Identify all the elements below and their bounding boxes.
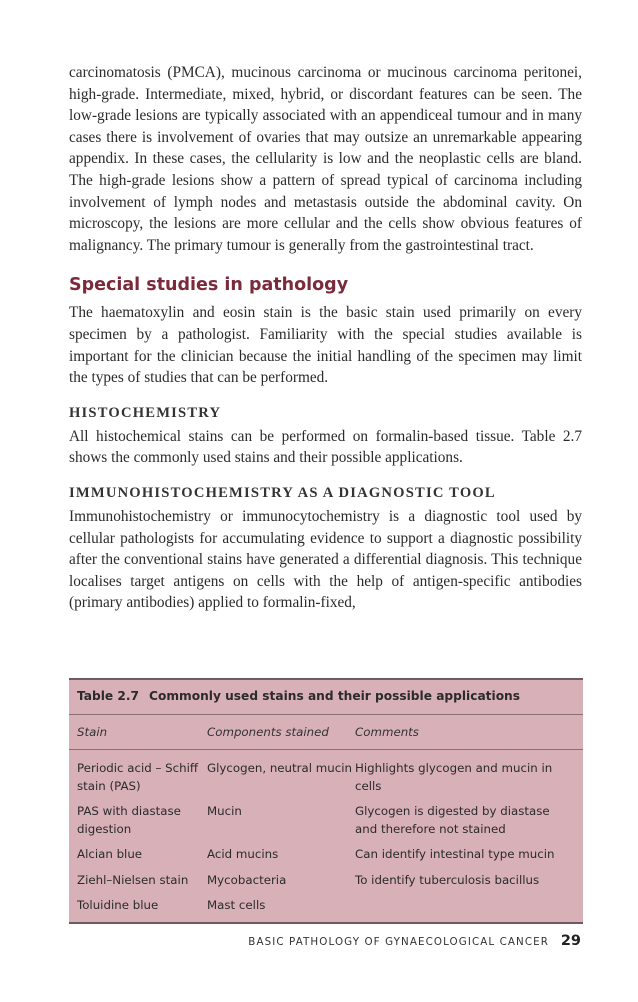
page-number: 29 xyxy=(560,933,581,949)
section-paragraph: The haematoxylin and eosin stain is the basic stain used primarily on every specimen by a pathologist. Familiarity with the special studies available is important for the clinician because the initial handling of the specimen may limit the types of studies that can be performed. xyxy=(69,304,582,387)
table-cell-stain: Periodic acid – Schiff stain (PAS) xyxy=(77,761,199,793)
section-heading: Special studies in pathology xyxy=(69,275,349,296)
table-number: Table 2.7 xyxy=(77,689,139,703)
table-row xyxy=(69,750,583,795)
page-body xyxy=(69,62,582,614)
table-header-row xyxy=(69,715,583,750)
table-row xyxy=(69,864,583,890)
histochemistry-paragraph: All histochemical stains can be performed on formalin-based tissue. Table 2.7 shows the commonly used stains and their possible applications. xyxy=(69,427,582,467)
table-cell-stain: Alcian blue xyxy=(77,847,143,861)
table-cell-stain: Ziehl–Nielsen stain xyxy=(77,872,189,887)
table-caption xyxy=(69,680,583,715)
table-cell-stain: PAS with diastase digestion xyxy=(77,804,181,836)
table-cell-comments xyxy=(355,897,575,915)
table-row xyxy=(69,889,583,922)
table-cell-comments: To identify tuberculosis bacillus xyxy=(355,872,540,887)
table-cell-components: Mucin xyxy=(207,804,242,818)
table-cell-components: Acid mucins xyxy=(207,847,279,861)
table-cell-comments: Highlights glycogen and mucin in cells xyxy=(355,761,553,793)
table-cell-stain: Toluidine blue xyxy=(77,898,159,912)
table-header-comments: Comments xyxy=(355,725,419,739)
page-footer xyxy=(0,933,638,953)
stains-table xyxy=(69,678,583,924)
table-cell-comments: Can identify intestinal type mucin xyxy=(355,847,555,861)
table-cell-components: Mycobacteria xyxy=(207,872,287,887)
table-row xyxy=(69,795,583,838)
table-title: Commonly used stains and their possible applications xyxy=(149,689,520,703)
table-cell-components: Mast cells xyxy=(207,898,266,912)
table-cell-comments: Glycogen is digested by diastase and therefore not stained xyxy=(355,804,550,836)
table-row xyxy=(69,838,583,864)
histochemistry-heading: HISTOCHEMISTRY xyxy=(69,404,222,421)
table-cell-components: Glycogen, neutral mucin xyxy=(207,761,352,775)
table-header-components: Components stained xyxy=(207,725,329,739)
immuno-heading: IMMUNOHISTOCHEMISTRY AS A DIAGNOSTIC TOOL xyxy=(69,484,496,501)
intro-paragraph: carcinomatosis (PMCA), mucinous carcinoma or mucinous carcinoma peritonei, high-grade. Intermediate, mixed, hybrid, or discordant features can be seen. The low-grade lesions are typically associated with an appendiceal tumour and in many cases there is involvement of ovaries that may outsize an unremarkable appearing appendix. In these cases, the cellularity is low and the neoplastic cells are bland. The high-grade lesions show a pattern of spread typical of carcinoma including involvement of lymph nodes and metastasis outside the abdominal cavity. On microscopy, the lesions are more cellular and the cells show obvious features of malignancy. The primary tumour is generally from the gastrointestinal tract. xyxy=(69,64,582,254)
immuno-paragraph: Immunohistochemistry or immunocytochemistry is a diagnostic tool used by cellular pathologists for accumulating evidence to support a diagnostic possibility after the conventional stains have generated a differential diagnosis. This technique localises target antigens on cells with the help of antigen-specific antibodies (primary antibodies) applied to formalin-fixed, xyxy=(69,507,582,612)
running-title: BASIC PATHOLOGY OF GYNAECOLOGICAL CANCER xyxy=(248,936,549,948)
table-header-stain: Stain xyxy=(77,725,108,739)
